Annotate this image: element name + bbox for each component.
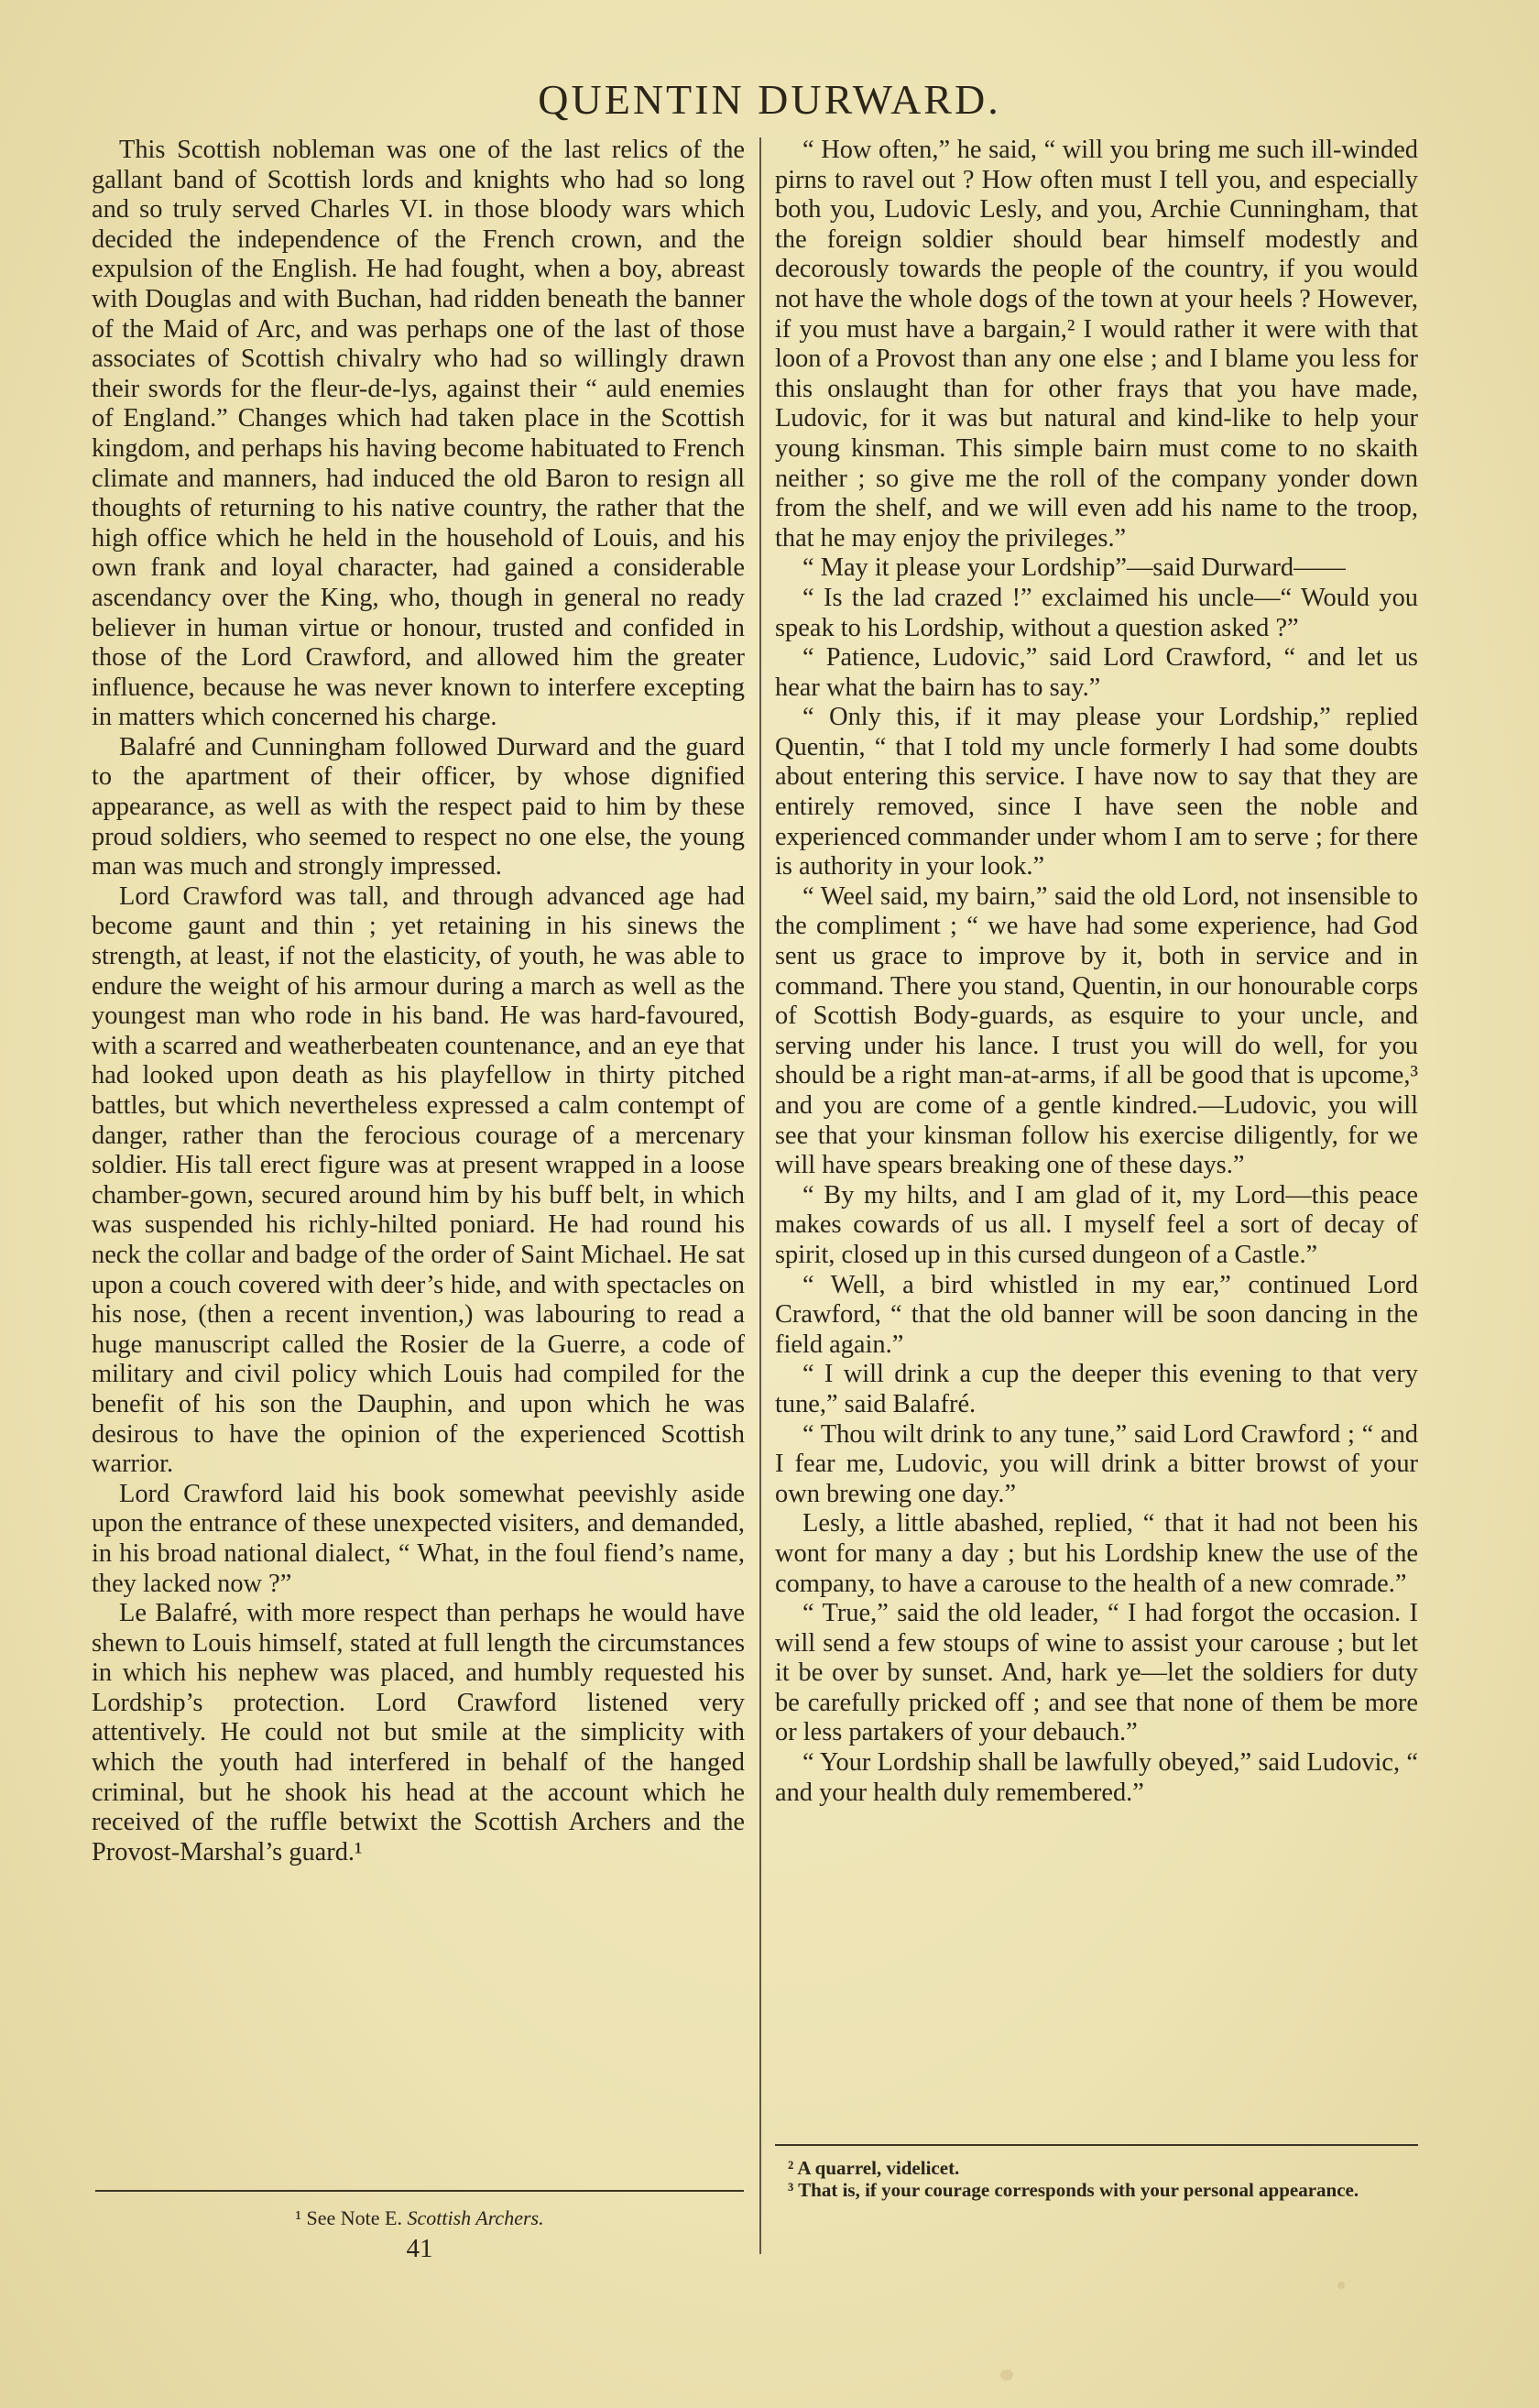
paragraph: “ I will drink a cup the deeper this evening to that very tune,” said Balafré. [775, 1360, 1418, 1418]
paragraph: Balafré and Cunningham followed Durward and the guard to the apartment of their officer, by whose dignified appearance, as well as with the respect paid to him by these proud soldiers, who seemed to respect no one else, the young man was much and strongly impressed. [92, 732, 745, 881]
footnote [95, 2206, 744, 2230]
paragraph: “ May it please your Lordship”—said Durward—— [802, 553, 1346, 583]
paragraph: This Scottish nobleman was one of the last relics of the gallant band of Scottish lords and knights who had so long and so truly served Charles VI. in those bloody wars which decided the independence of the French crown, and the expulsion of the English. He had fought, when a boy, abreast with Douglas and with Buchan, had ridden beneath the banner of the Maid of Arc, and was perhaps one of the last of those associates of Scottish chivalry who had so willingly drawn their swords for the fleur-de-lys, against their “ auld enemies of England.” Changes which had taken place in the Scottish kingdom, and perhaps his having become habituated to French climate and manners, had induced the old Baron to resign all thoughts of returning to his native country, the rather that the high office which he held in the household of Louis, and his own frank and loyal character, had gained a considerable ascendancy over the King, who, though in general no ready believer in human virtue or honour, trusted and confided in those of the Lord Crawford, and allowed him the greater influence, because he was never known to interfere excepting in matters which concerned his charge. [92, 136, 745, 732]
paragraph: “ How often,” he said, “ will you bring me such ill-winded pirns to ravel out ? How often must I tell you, and especially both you, Ludovic Lesly, and you, Archie Cunningham, that the foreign soldier should bear himself modestly and decorously towards the people of the country, if you would not have the whole dogs of the town at your heels ? However, if you must have a bargain,² I would rather it were with that loon of a Provost than any one else ; and I blame you less for this onslaught than for other frays that you have made, Ludovic, for it was but natural and kind-like to help your young kinsman. This simple bairn must come to no skaith neither ; so give me the roll of the company yonder down from the shelf, and we will even add his name to the troop, that he may enjoy the privileges.” [775, 136, 1418, 553]
paragraph: Le Balafré, with more respect than perhaps he would have shewn to Louis himself, stated at full length the circumstances in which his nephew was placed, and humbly requested his Lordship’s protection. Lord Crawford listened very attentively. He could not but smile at the simplicity with which the youth had interfered in behalf of the hanged criminal, but he shook his head at the account which he received of the ruffle betwixt the Scottish Archers and the Provost-Marshal’s guard.¹ [92, 1599, 745, 1866]
footnotes [788, 2157, 1418, 2201]
paragraph: “ True,” said the old leader, “ I had forgot the occasion. I will send a few stoups of wine to assist your carouse ; but let it be over by sunset. And, hark ye—let the soldiers for duty be carefully pricked off ; and see that none of them be more or less partakers of your debauch.” [775, 1599, 1418, 1747]
paragraph: “ Patience, Ludovic,” said Lord Crawford, “ and let us hear what the bairn has to say.” [775, 643, 1418, 702]
paragraph: Lord Crawford laid his book somewhat peevishly aside upon the entrance of these unexpected visiters, and demanded, in his broad national dialect, “ What, in the foul fiend’s name, they lacked now ?” [92, 1479, 745, 1598]
footnote: ² A quarrel, videlicet. [788, 2157, 960, 2179]
paragraph: “ Is the lad crazed !” exclaimed his uncle—“ Would you speak to his Lordship, without a question asked ?” [775, 583, 1418, 642]
paragraph: “ Only this, if it may please your Lordship,” replied Quentin, “ that I told my uncle formerly I had some doubts about entering this service. I have now to say that they are entirely removed, since I have seen the noble and experienced commander under whom I am to serve ; for there is authority in your look.” [775, 703, 1418, 881]
paragraph: “ Thou wilt drink to any tune,” said Lord Crawford ; “ and I fear me, Ludovic, you will drink a bitter browst of your own brewing one day.” [775, 1419, 1418, 1508]
footnote-rule [775, 2144, 1418, 2146]
paragraph: Lord Crawford was tall, and through advanced age had become gaunt and thin ; yet retaining in his sinews the strength, at least, if not the elasticity, of youth, he was able to endure the weight of his armour during a march as well as the youngest man who rode in his band. He was hard-favoured, with a scarred and weatherbeaten countenance, and an eye that had looked upon death as his playfellow in thirty pitched battles, but which nevertheless expressed a calm contempt of danger, rather than the ferocious courage of a mercenary soldier. His tall erect figure was at present wrapped in a loose chamber-gown, secured around him by his buff belt, in which was suspended his richly-hilted poniard. He had round his neck the collar and badge of the order of Saint Michael. He sat upon a couch covered with deer’s hide, and with spectacles on his nose, (then a recent invention,) was labouring to read a huge manuscript called the Rosier de la Guerre, a code of military and civil policy which Louis had compiled for the benefit of his son the Dauphin, and upon which he was desirous to have the opinion of the experienced Scottish warrior. [92, 881, 745, 1479]
paragraph: “ Your Lordship shall be lawfully obeyed,” said Ludovic, “ and your health duly remembered.” [775, 1748, 1418, 1807]
page-number: 41 [406, 2234, 433, 2263]
page-title: QUENTIN DURWARD. [538, 76, 1001, 123]
footnote-italic: Scottish Archers. [407, 2206, 544, 2229]
footnote: ³ That is, if your courage corresponds with your personal appearance. [788, 2179, 1359, 2201]
paragraph: “ By my hilts, and I am glad of it, my Lord—this peace makes cowards of us all. I myself feel a sort of decay of spirit, closed up in this cursed dungeon of a Castle.” [775, 1180, 1418, 1269]
paragraph: Lesly, a little abashed, replied, “ that it had not been his wont for many a day ; but his Lordship knew the use of the company, to have a carouse to the health of a new comrade.” [775, 1509, 1418, 1598]
paragraph: “ Weel said, my bairn,” said the old Lord, not insensible to the compliment ; “ we have had some experience, had God sent us grace to improve by it, both in service and in command. There you stand, Quentin, in our honourable corps of Scottish Body-guards, as esquire to your uncle, and serving under his lance. I trust you will do well, for you should be a right man-at-arms, if all be good that is upcome,³ and you are come of a gentle kindred.—Ludovic, you will see that your kinsman follow his exercise diligently, for we will have spears breaking one of these days.” [775, 881, 1418, 1180]
left-column [92, 136, 745, 1867]
column-divider [759, 137, 761, 2254]
footnote-text: ¹ See Note E. [295, 2206, 402, 2229]
footnote-rule [95, 2190, 744, 2192]
paragraph: “ Well, a bird whistled in my ear,” continued Lord Crawford, “ that the old banner will be soon dancing in the field again.” [775, 1270, 1418, 1359]
paper-stain [1337, 2282, 1345, 2289]
paper-stain [1000, 2370, 1013, 2381]
right-column [775, 136, 1418, 1808]
